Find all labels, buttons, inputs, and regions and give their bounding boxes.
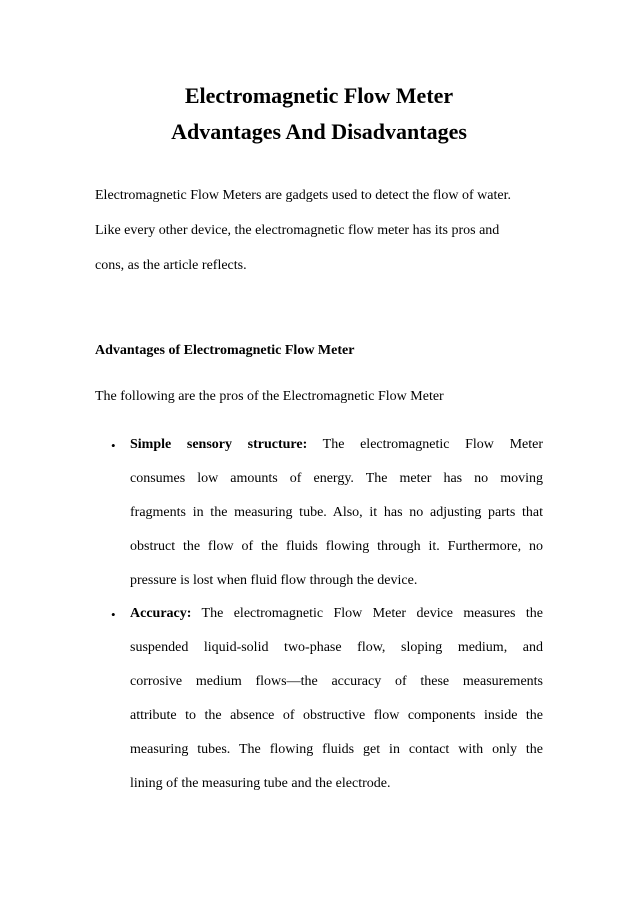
list-item-line: attribute to the absence of obstructive flow components inside the [130, 708, 543, 723]
list-item-body [130, 597, 543, 801]
list-item-label: Accuracy: [130, 606, 192, 621]
intro-paragraph [95, 178, 555, 283]
list-item-line: fragments in the measuring tube. Also, it has no adjusting parts that [130, 505, 543, 520]
bullet-icon: • [111, 607, 116, 622]
list-item-line: corrosive medium flows—the accuracy of these measurements [130, 674, 543, 689]
list-item-line: obstruct the flow of the fluids flowing through it. Furthermore, no [130, 539, 543, 554]
list-item-line [130, 597, 543, 631]
intro-line: Like every other device, the electromagnetic flow meter has its pros and [95, 223, 500, 238]
section-lead: The following are the pros of the Electromagnetic Flow Meter [95, 389, 444, 404]
document-title-line-2: Advantages And Disadvantages [171, 119, 467, 144]
document-title-line-1: Electromagnetic Flow Meter [184, 83, 454, 108]
intro-line: Electromagnetic Flow Meters are gadgets used to detect the flow of water. [95, 188, 511, 203]
intro-line: cons, as the article reflects. [95, 258, 247, 273]
list-item-text: The electromagnetic Flow Meter [307, 437, 544, 452]
list-item-line: lining of the measuring tube and the electrode. [130, 776, 391, 791]
list-item-line: measuring tubes. The flowing fluids get in contact with only the [130, 742, 543, 757]
list-item-body [130, 428, 543, 598]
bullet-icon: • [111, 438, 116, 453]
list-item-text: The electromagnetic Flow Meter device measures the [191, 606, 543, 621]
section-heading: Advantages of Electromagnetic Flow Meter [95, 343, 355, 358]
list-item-line: pressure is lost when fluid flow through the device. [130, 573, 418, 588]
list-item-label: Simple sensory structure: [130, 437, 308, 452]
list-item-line: suspended liquid-solid two-phase flow, sloping medium, and [130, 640, 543, 655]
list-item-line [130, 428, 543, 462]
list-item-line: consumes low amounts of energy. The meter has no moving [130, 471, 543, 486]
